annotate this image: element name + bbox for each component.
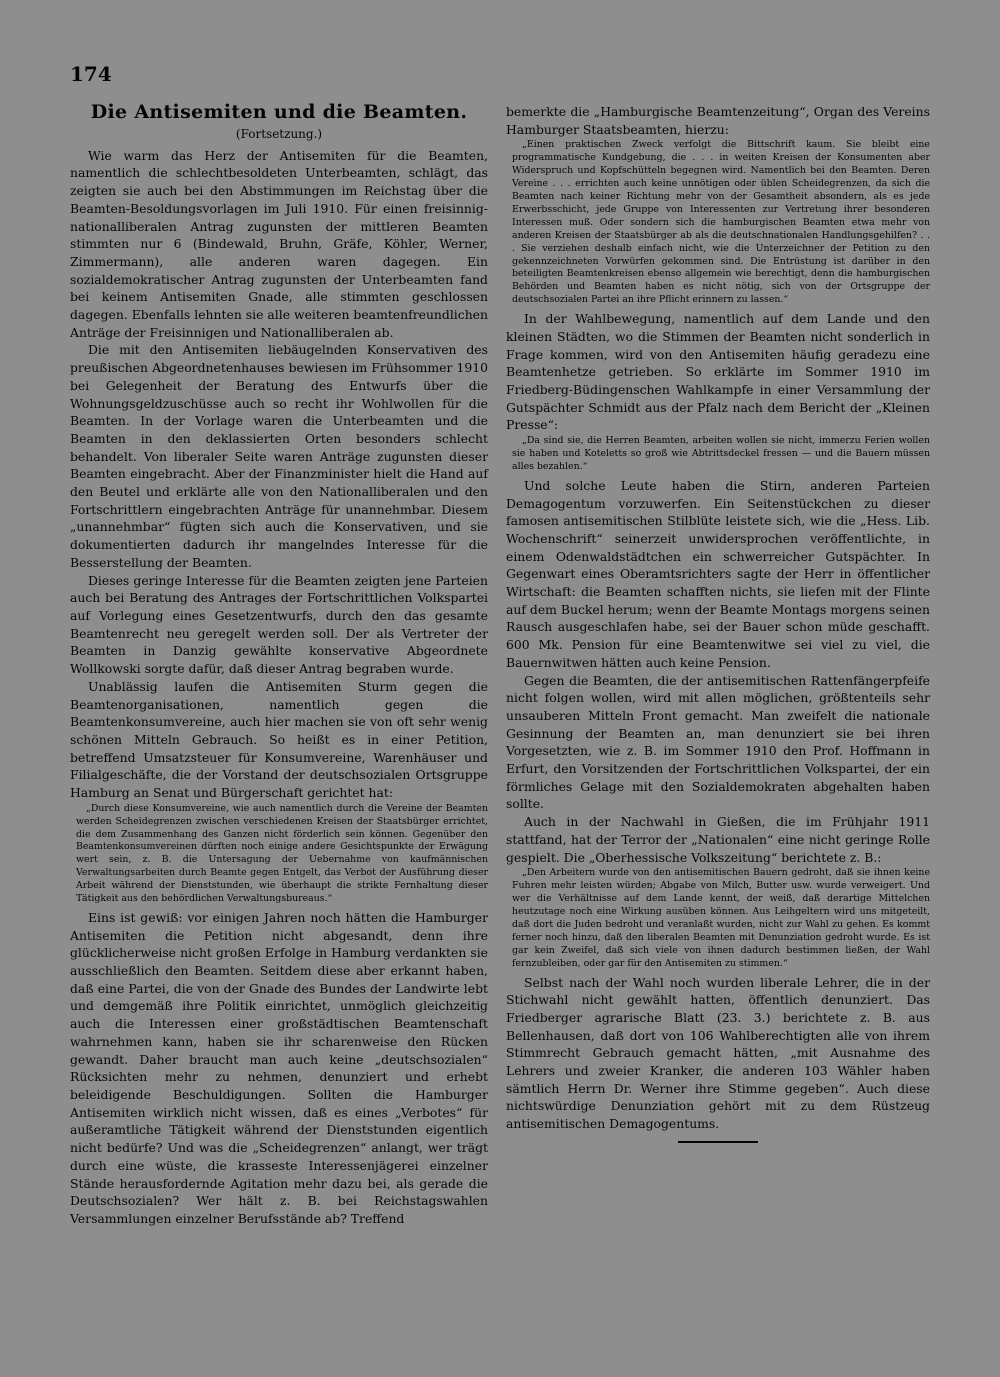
block-quote: „Durch diese Konsumvereine, wie auch namentlich durch die Vereine der Beamten werden Scheidegrenzen zwischen verschiedenen Kreisen der Staatsbürger errichtet, die dem Zusammenhang des Ganzen nicht förderlich sein können. Gegenüber den Beamtenkonsumvereinen dürften noch einige andere Gesichtspunkte der Erwägung wert sein, z. B. die Untersagung der Uebernahme von kaufmännischen Verwaltungsarbeiten durch Beamte gegen Entgelt, das Verbot der Ausführung dieser Arbeit während der Dienststunden, wie überhaupt die strikte Fernhaltung dieser Tätigkeit aus den behördlichen Verwaltungsbureaus.“ <box>76 802 488 905</box>
article-title: Die Antisemiten und die Beamten. <box>90 101 468 123</box>
paragraph: Gegen die Beamten, die der antisemitischen Rattenfängerpfeife nicht folgen wollen, wird mit allen möglichen, größtenteils sehr unsauberen Mitteln Front gemacht. Man zweifelt die nationale Gesinnung der Beamten an, man denunziert sie bei ihren Vorgesetzten, wie z. B. im Sommer 1910 den Prof. Hoffmann in Erfurt, den Vorsitzenden der Fortschrittlichen Volkspartei, der ein förmliches Gelage mit den Sozialdemokraten abgehalten haben sollte. <box>506 672 930 812</box>
paragraph: In der Wahlbewegung, namentlich auf dem Lande und den kleinen Städten, wo die Stimmen der Beamten nicht sonderlich in Frage kommen, wird von den Antisemiten häufig geradezu eine Beamtenhetze getrieben. So erklärte im Sommer 1910 im Friedberg-Büdingenschen Wahlkampfe in einer Versammlung der Gutspächter Schmidt aus der Pfalz nach dem Bericht der „Kleinen Presse“: <box>506 311 930 433</box>
paragraph: Auch in der Nachwahl in Gießen, die im Frühjahr 1911 stattfand, hat der Terror der „Nationalen“ eine nicht geringe Rolle gespielt. Die „Oberhessische Volkszeitung“ berichtete z. B.: <box>506 814 930 865</box>
page-number: 174 <box>70 62 112 86</box>
paragraph: Dieses geringe Interesse für die Beamten zeigten jene Parteien auch bei Beratung des Antrages der Fortschrittlichen Volkspartei auf Vorlegung eines Gesetzentwurfs, durch den das gesamte Beamtenrecht neu geregelt werden soll. Der als Vertreter der Beamten in Danzig gewählte konservative Abgeordnete Wollkowski sorgte dafür, daß dieser Antrag begraben wurde. <box>70 572 488 677</box>
paragraph-continued: bemerkte die „Hamburgische Beamtenzeitung“, Organ des Vereins Hamburger Staatsbeamten, hierzu: <box>506 104 930 137</box>
article-subtitle: (Fortsetzung.) <box>235 127 323 141</box>
block-quote: „Da sind sie, die Herren Beamten, arbeiten wollen sie nicht, immerzu Ferien wollen sie haben und Koteletts so groß wie Abtrittsdeckel fressen — und die Bauern müssen alles bezahlen.“ <box>512 435 930 472</box>
paragraph: Die mit den Antisemiten liebäugelnden Konservativen des preußischen Abgeordnetenhauses bewiesen im Frühsommer 1910 bei Gelegenheit der Beratung des Entwurfs über die Wohnungsgeldzuschüsse auch so recht ihr Wohlwollen für die Beamten. In der Vorlage waren die Unterbeamten und die Beamten in den deklassierten Orten besonders schlecht behandelt. Von liberaler Seite waren Anträge zugunsten dieser Beamten eingebracht. Aber der Finanzminister hielt die Hand auf den Beutel und erklärte alle von den Nationalliberalen und den Fortschrittlern eingebrachten Anträge für unannehmbar. Diesem „unannehmbar“ fügten sich auch die Konservativen, und sie dokumentierten dadurch ihr mangelndes Interesse für die Besserstellung der Beamten. <box>70 342 488 570</box>
paragraph: Eins ist gewiß: vor einigen Jahren noch hätten die Hamburger Antisemiten die Petition nicht abgesandt, denn ihre glücklicherweise nicht großen Erfolge in Hamburg verdankten sie ausschließlich den Beamten. Seitdem diese aber erkannt haben, daß eine Partei, die von der Gnade des Bundes der Landwirte lebt und demgemäß ihre Politik einrichtet, unmöglich gleichzeitig auch die Interessen einer großstädtischen Beamtenschaft wahrnehmen kann, haben sie ihr scharenweise den Rücken gewandt. Daher braucht man auch keine „deutschsozialen“ Rücksichten mehr zu nehmen, denunziert und erhebt beleidigende Beschuldigungen. Sollten die Hamburger Antisemiten wirklich nicht wissen, daß es eines „Verbotes“ für außeramtliche Tätigkeit während der Dienststunden eigentlich nicht bedürfe? Und was die „Scheidegrenzen“ anlangt, wer trägt durch eine wüste, die krasseste Interessenjägerei einzelner Stände herausfordernde Agitation mehr dazu bei, als gerade die Deutschsozialen? Wer hält z. B. bei Reichstagswahlen Versammlungen einzelner Berufsstände ab? Treffend <box>70 909 488 1226</box>
right-column <box>506 103 930 1143</box>
left-column <box>70 100 488 1228</box>
block-quote: „Einen praktischen Zweck verfolgt die Bittschrift kaum. Sie bleibt eine programmatische Kundgebung, die . . . in weiten Kreisen der Konsumenten aber Widerspruch und Kopfschütteln begegnen wird. Namentlich bei den Beamten. Deren Vereine . . . errichten auch keine unnötigen oder üblen Scheidegrenzen, da sich die Beamten nach keiner Richtung mehr von der Gesamtheit absondern, als es jede Erwerbsschicht, jede Gruppe von Interessenten zur Vertretung ihrer besonderen Interessen muß. Oder sondern sich die hamburgischen Beamten etwa mehr von anderen Kreisen der Staatsbürger ab als die deutschnationalen Handlungsgehilfen? . . . Sie verziehen deshalb einfach nicht, wie die Unterzeichner der Petition zu den gekennzeichneten Vorwürfen gekommen sind. Die Entrüstung ist darüber in den beteiligten Beamtenkreisen ebenso allgemein wie berechtigt, denn die hamburgischen Behörden und Beamten haben es nicht nötig, sich von der Ortsgruppe der deutschsozialen Partei an ihre Pflicht erinnern zu lassen.“ <box>512 139 930 306</box>
paragraph: Unablässig laufen die Antisemiten Sturm gegen die Beamtenorganisationen, namentlich gegen die Beamtenkonsumvereine, auch hier machen sie von oft sehr wenig schönen Mitteln Gebrauch. So heißt es in einer Petition, betreffend Umsatzsteuer für Konsumvereine, Warenhäuser und Filialgeschäfte, die der Vorstand der deutschsozialen Ortsgruppe Hamburg an Senat und Bürgerschaft gerichtet hat: <box>70 678 488 801</box>
paragraph: Selbst nach der Wahl noch wurden liberale Lehrer, die in der Stichwahl nicht gewählt hatten, öffentlich denunziert. Das Friedberger agrarische Blatt (23. 3.) berichtete z. B. aus Bellenhausen, daß dort von 106 Wahlberechtigten alle von ihrem Stimmrecht Gebrauch gemacht hätten, „mit Ausnahme des Lehrers und zweier Kranker, die anderen 103 Wähler haben sämtlich Herrn Dr. Werner ihre Stimme gegeben“. Auch diese nichtswürdige Denunziation gehört mit zu dem Rüstzeug antisemitischen Demagogentums. <box>506 974 930 1132</box>
block-quote: „Den Arbeitern wurde von den antisemitischen Bauern gedroht, daß sie ihnen keine Fuhren mehr leisten würden; Abgabe von Milch, Butter usw. wurde verweigert. Und wer die Verhältnisse auf dem Lande kennt, der weiß, daß derartige Mittelchen heutzutage noch eine Wirkung ausüben können. Aus Leihgeltern wird uns mitgeteilt, daß dort die Juden bedroht und veranlaßt wurden, nicht zur Wahl zu gehen. Es kommt ferner noch hinzu, daß den liberalen Beamten mit Denunziation gedroht wurde. Es ist gar kein Zweifel, daß sich viele von ihnen dadurch bestimmen ließen, der Wahl fernzubleiben, oder gar für den Antisemiten zu stimmen.“ <box>512 867 930 969</box>
paragraph: Und solche Leute haben die Stirn, anderen Parteien Demagogentum vorzuwerfen. Ein Seitenstückchen zu dieser famosen antisemitischen Stilblüte leistete sich, wie die „Hess. Lib. Wochenschrift“ seinerzeit unwidersprochen veröffentlichte, in einem Odenwaldstädtchen ein schwerreicher Gutspächter. In Gegenwart eines Oberamtsrichters sagte der Herr in öffentlicher Wirtschaft: die Beamten schafften nichts, sie liefen mit der Flinte auf dem Buckel herum; wenn der Beamte Montags morgens seinen Rausch ausgeschlafen habe, sei der Bauer schon müde geschafft. 600 Mk. Pension für eine Beamtenwitwe sei viel zu viel, die Bauernwitwen hätten auch keine Pension. <box>506 477 930 670</box>
end-rule <box>678 1141 758 1143</box>
paragraph: Wie warm das Herz der Antisemiten für die Beamten, namentlich die schlechtbesoldeten Unterbeamten, schlägt, das zeigten sie auch bei den Abstimmungen im Reichstag über die Beamten-Besoldungsvorlagen im Juli 1910. Für einen freisinnig-nationalliberalen Antrag zugunsten der mittleren Beamten stimmten nur 6 (Bindewald, Bruhn, Gräfe, Köhler, Werner, Zimmermann), alle anderen waren dagegen. Ein sozialdemokratischer Antrag zugunsten der Unterbeamten fand bei keinem Antisemiten Gnade, alle stimmten geschlossen dagegen. Ebenfalls lehnten sie alle weiteren beamtenfreundlichen Anträge der Freisinnigen und Nationalliberalen ab. <box>70 147 488 340</box>
